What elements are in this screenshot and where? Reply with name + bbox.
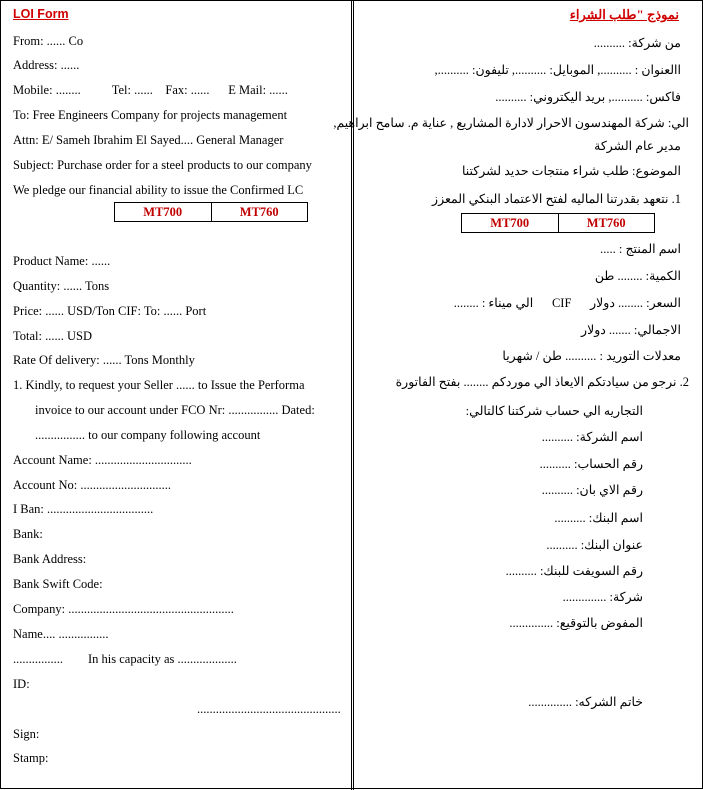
address-line: Address: ...... [13, 58, 80, 72]
ar-company-line: شركة: .............. [562, 590, 643, 604]
ar-lc-type-table [461, 213, 655, 233]
ar-subject-line: الموضوع: طلب شراء منتجات حديد لشركتنا [461, 164, 681, 178]
ar-price-line: السعر: ........ دولار CIF الي ميناء : ........ [453, 296, 681, 310]
ar-iban-line: رقم الاي بان: .......... [541, 483, 643, 497]
bank-line: Bank: [13, 527, 43, 541]
bank-address-line: Bank Address: [13, 552, 87, 566]
ar-from-line: من شركة: .......... [593, 36, 681, 50]
ar-fax-email-line: فاكس: .........., بريد اليكتروني: .......... [495, 90, 681, 104]
ar-mt760-cell: MT760 [558, 214, 655, 233]
mt760-cell: MT760 [211, 203, 308, 222]
price-line: Price: ...... USD/Ton CIF: To: ...... Port [13, 304, 207, 318]
english-form-title: LOI Form [13, 7, 69, 21]
name-line: Name.... ................ [13, 627, 109, 641]
ar-account-no-line: رقم الحساب: .......... [539, 457, 643, 471]
id-dotted-line: .............................................. [197, 702, 341, 716]
total-line: Total: ...... USD [13, 329, 92, 343]
delivery-rate-line: Rate Of delivery: ...... Tons Monthly [13, 353, 195, 367]
ar-address-line: االعنوان : .........., الموبايل: .........., تليفون: .........., [434, 63, 681, 77]
pledge-line: We pledge our financial ability to issue the Confirmed LC [13, 183, 304, 197]
product-name-line: Product Name: ...... [13, 254, 111, 268]
subject-line: Subject: Purchase order for a steel products to our company [13, 158, 312, 172]
request-seller-line: 1. Kindly, to request your Seller ...... to Issue the Performa [13, 378, 305, 392]
ar-account-intro-line: التجاريه الي حساب شركتنا كالتالي: [465, 404, 643, 418]
contact-line: Mobile: ........ Tel: ...... Fax: ...... E Mail: ...... [13, 83, 288, 97]
id-line: ID: [13, 677, 30, 691]
lc-type-table [114, 202, 308, 222]
ar-delivery-rate-line: معدلات التوريد : .......... طن / شهريا [502, 349, 681, 363]
arabic-form-title: نموذج "طلب الشراء [569, 7, 679, 22]
ar-company-name-line: اسم الشركة: .......... [541, 430, 643, 444]
ar-quantity-line: الكمية: ........ طن [594, 269, 681, 283]
ar-to-line: الي: شركة المهندسون الاحرار لادارة المشاريع , عناية م. سامح ابراهيم, [333, 116, 689, 130]
account-no-line: Account No: ............................. [13, 478, 171, 492]
attn-line: Attn: E/ Sameh Ibrahim El Sayed.... General Manager [13, 133, 284, 147]
mt700-cell: MT700 [115, 203, 212, 222]
ar-total-line: الاجمالي: ....... دولار [581, 323, 681, 337]
sign-line: Sign: [13, 727, 40, 741]
iban-line: I Ban: .................................. [13, 502, 154, 516]
ar-pledge-line: 1. نتعهد بقدرتنا الماليه لفتح الاعتماد البنكي المعزز [432, 192, 681, 206]
account-name-line: Account Name: ............................... [13, 453, 192, 467]
ar-request-line: 2. نرجو من سيادتكم الايعاذ الي موردكم ........ بفتح الفاتورة [395, 375, 689, 389]
bank-swift-line: Bank Swift Code: [13, 577, 103, 591]
ar-manager-line: مدير عام الشركة [594, 139, 681, 153]
quantity-line: Quantity: ...... Tons [13, 279, 110, 293]
ar-stamp-line: خاتم الشركه: .............. [528, 695, 643, 709]
arabic-column [333, 1, 703, 790]
ar-signatory-line: المفوض بالتوقيع: .............. [509, 616, 643, 630]
ar-bank-name-line: اسم البنك: .......... [554, 511, 643, 525]
english-column [1, 1, 351, 790]
ar-swift-line: رقم السويفت للبنك: .......... [505, 564, 643, 578]
capacity-line: ................ In his capacity as ................... [13, 652, 237, 666]
from-line: From: ...... Co [13, 34, 84, 48]
invoice-line: invoice to our account under FCO Nr: ................ Dated: [35, 403, 315, 417]
ar-product-name-line: اسم المنتج : ..... [600, 242, 681, 256]
stamp-line: Stamp: [13, 751, 49, 765]
ar-bank-address-line: عنوان البنك: .......... [546, 538, 643, 552]
to-line: To: Free Engineers Company for projects management [13, 108, 288, 122]
ar-mt700-cell: MT700 [462, 214, 559, 233]
company-line: Company: ..................................................... [13, 602, 234, 616]
following-account-line: ................ to our company following account [35, 428, 261, 442]
